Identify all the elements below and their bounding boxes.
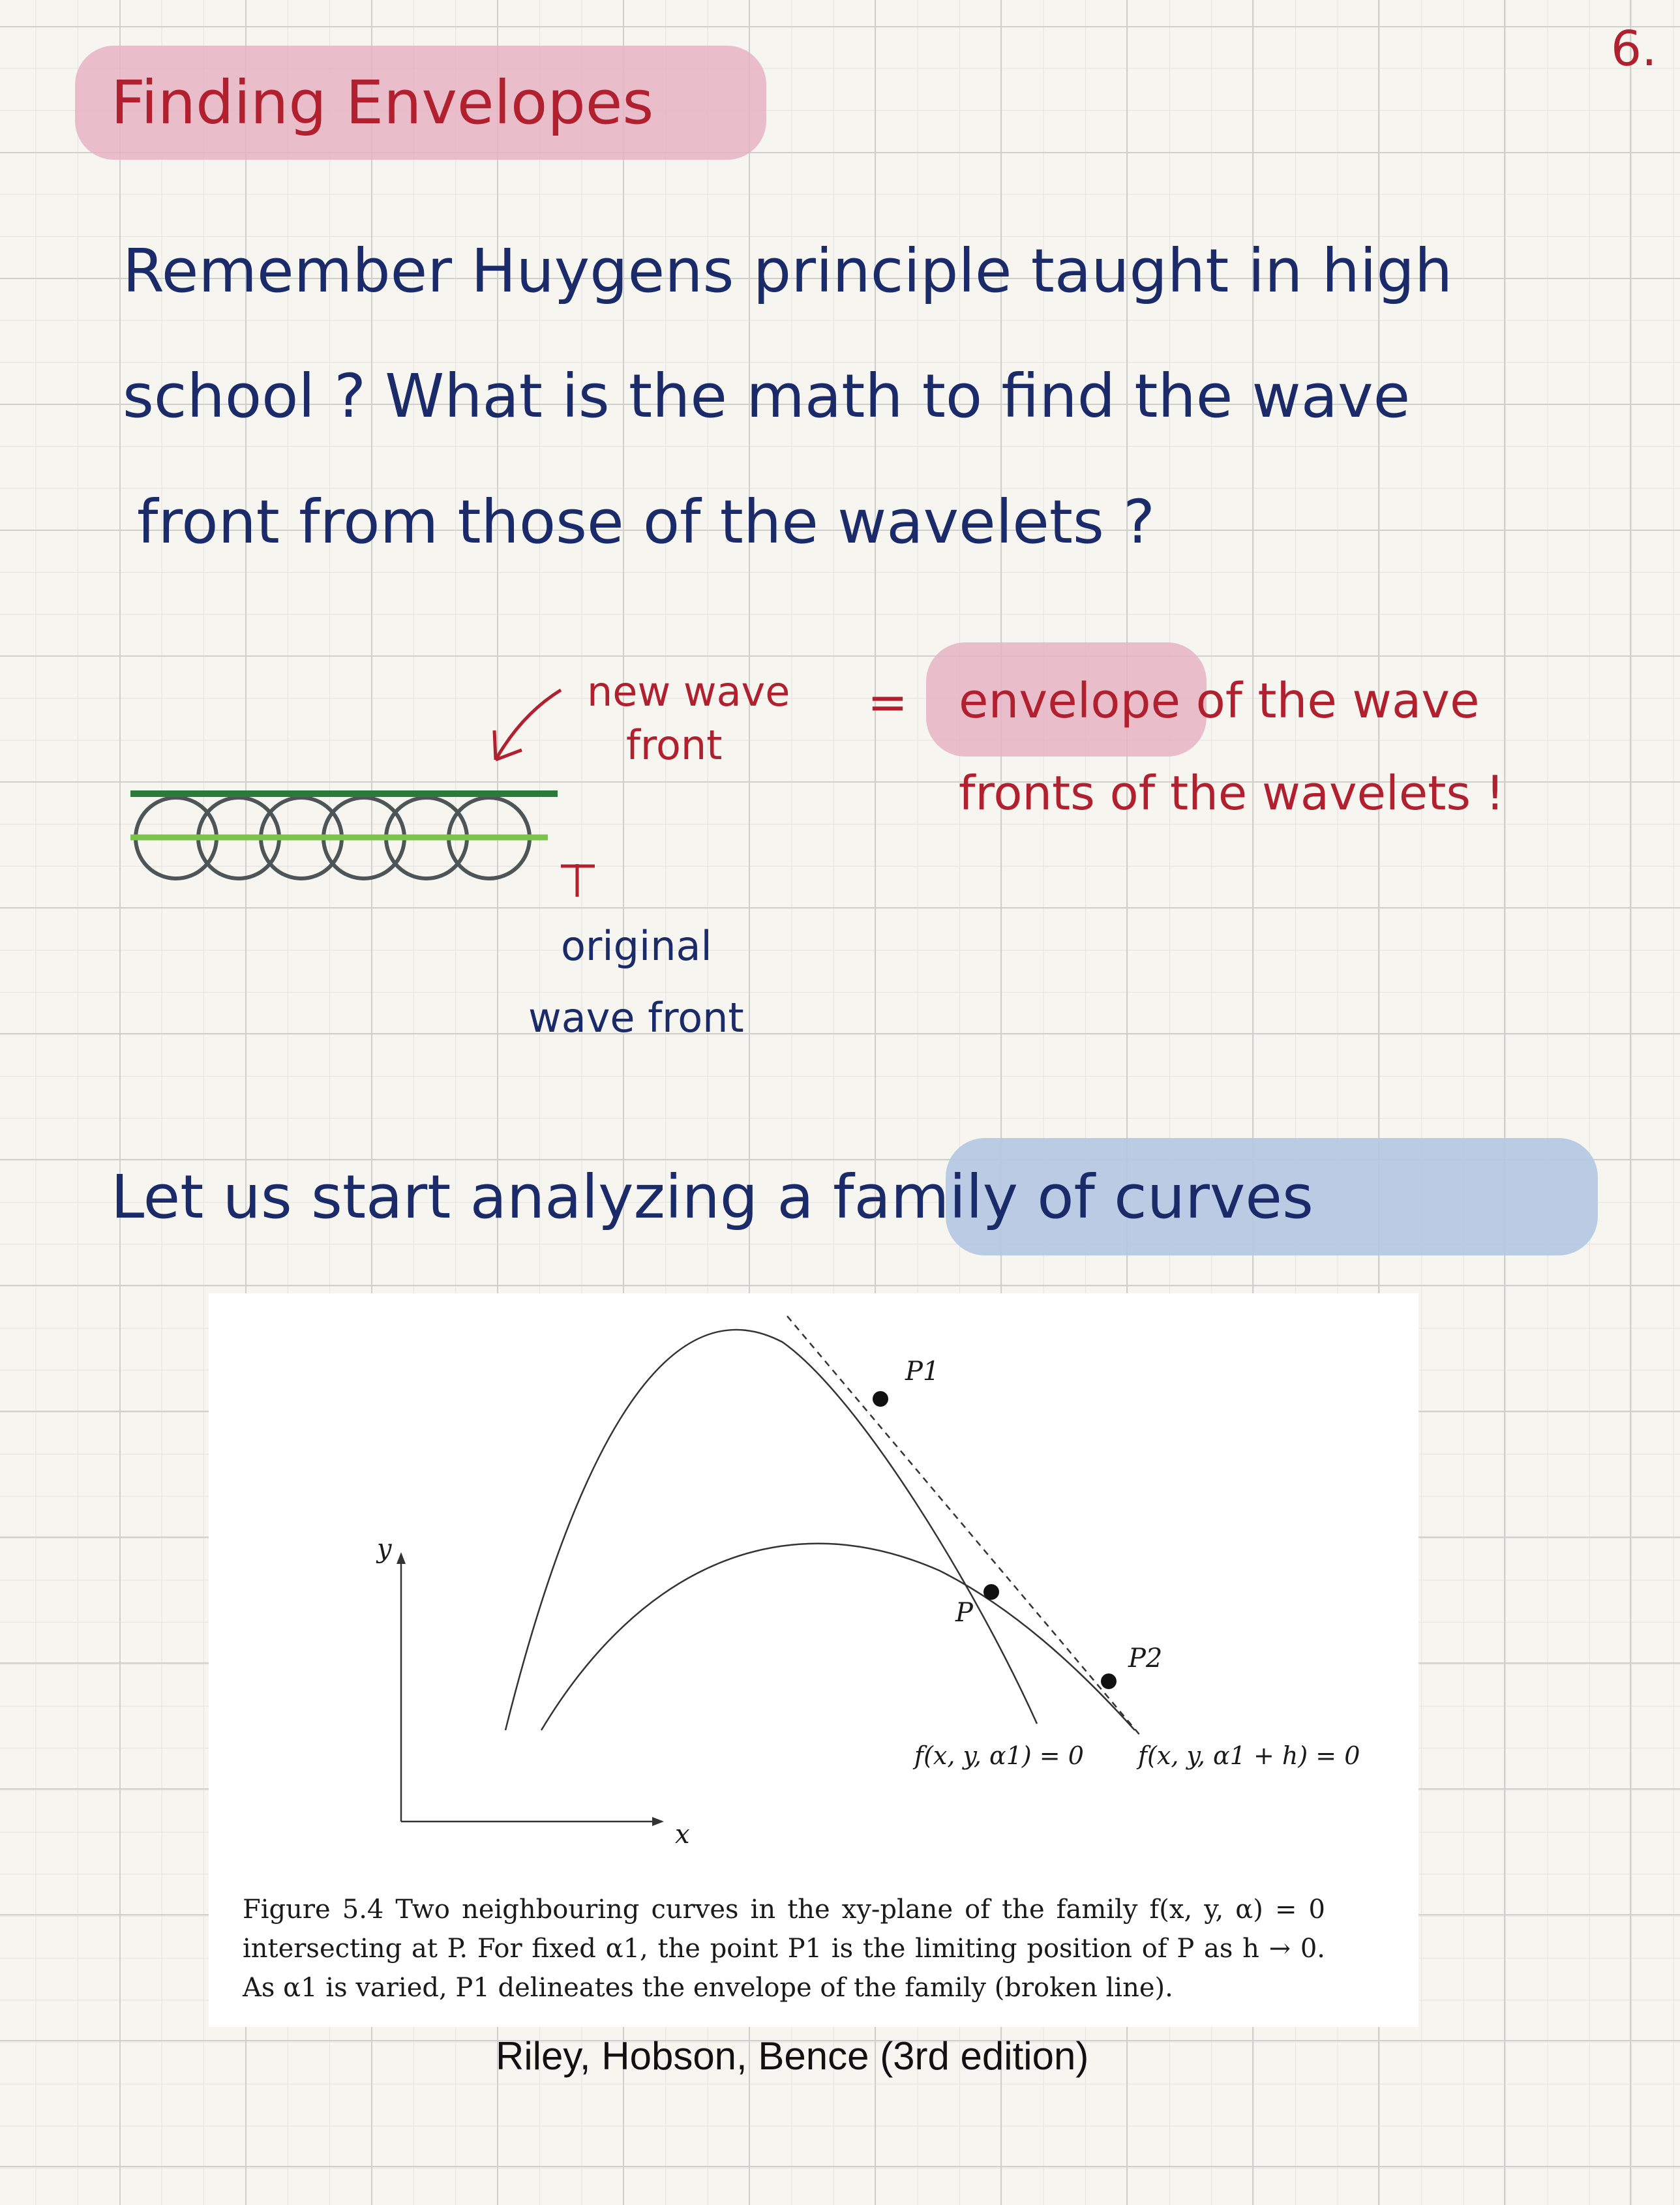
curve-alpha1-plus-h bbox=[541, 1544, 1135, 1730]
new-front-arrow-icon bbox=[494, 690, 561, 760]
envelope-dashed-line bbox=[787, 1316, 1141, 1737]
original-label-2: wave front bbox=[528, 994, 744, 1042]
question-line-2: school ? What is the math to find the wave bbox=[123, 361, 1411, 431]
question-line-3: front from those of the wavelets ? bbox=[137, 487, 1155, 557]
envelope-text-2: fronts of the wavelets ! bbox=[959, 766, 1505, 820]
new-front-label-1: new wave bbox=[587, 668, 790, 715]
x-axis-arrow-icon bbox=[652, 1817, 664, 1826]
question-line-1: Remember Huygens principle taught in high bbox=[123, 236, 1453, 306]
figure-panel bbox=[209, 1293, 1418, 2027]
envelope-text-1: envelope of the wave bbox=[959, 673, 1480, 729]
page-number: 6. bbox=[1611, 21, 1657, 77]
envelope-figure bbox=[209, 1293, 1418, 1880]
curve-label-1: f(x, y, α1) = 0 bbox=[914, 1741, 1084, 1770]
source-credit: Riley, Hobson, Bence (3rd edition) bbox=[496, 2034, 1089, 2078]
family-line-highlighted: family of curves bbox=[833, 1162, 1313, 1232]
point-p1 bbox=[873, 1391, 888, 1407]
new-front-label-2: front bbox=[626, 721, 723, 769]
equals-sign: = bbox=[867, 674, 908, 730]
figure-caption: Figure 5.4 Two neighbouring curves in the xy-plane of the family f(x, y, α) = 0 intersecting at P. For fixed α1, the point P1 is the limiting position of P as h → 0. As α1 is varied, P1 delineates the envelope of the family (broken line). bbox=[243, 1895, 1325, 2003]
y-axis-arrow-icon bbox=[397, 1552, 406, 1564]
page-title: Finding Envelopes bbox=[111, 68, 654, 138]
original-front-arrow-icon bbox=[561, 864, 595, 897]
original-label-1: original bbox=[561, 922, 712, 970]
point-p bbox=[983, 1584, 999, 1600]
y-axis-label: y bbox=[377, 1534, 392, 1564]
label-p2: P2 bbox=[1128, 1643, 1163, 1673]
x-axis-label: x bbox=[675, 1820, 690, 1850]
family-line bbox=[111, 1162, 1313, 1232]
label-p: P bbox=[955, 1598, 973, 1628]
curve-alpha1 bbox=[505, 1330, 1037, 1730]
label-p1: P1 bbox=[905, 1357, 940, 1387]
family-line-start: Let us start analyzing a bbox=[111, 1162, 833, 1232]
point-p2 bbox=[1101, 1673, 1117, 1689]
curve-label-2: f(x, y, α1 + h) = 0 bbox=[1138, 1741, 1360, 1770]
